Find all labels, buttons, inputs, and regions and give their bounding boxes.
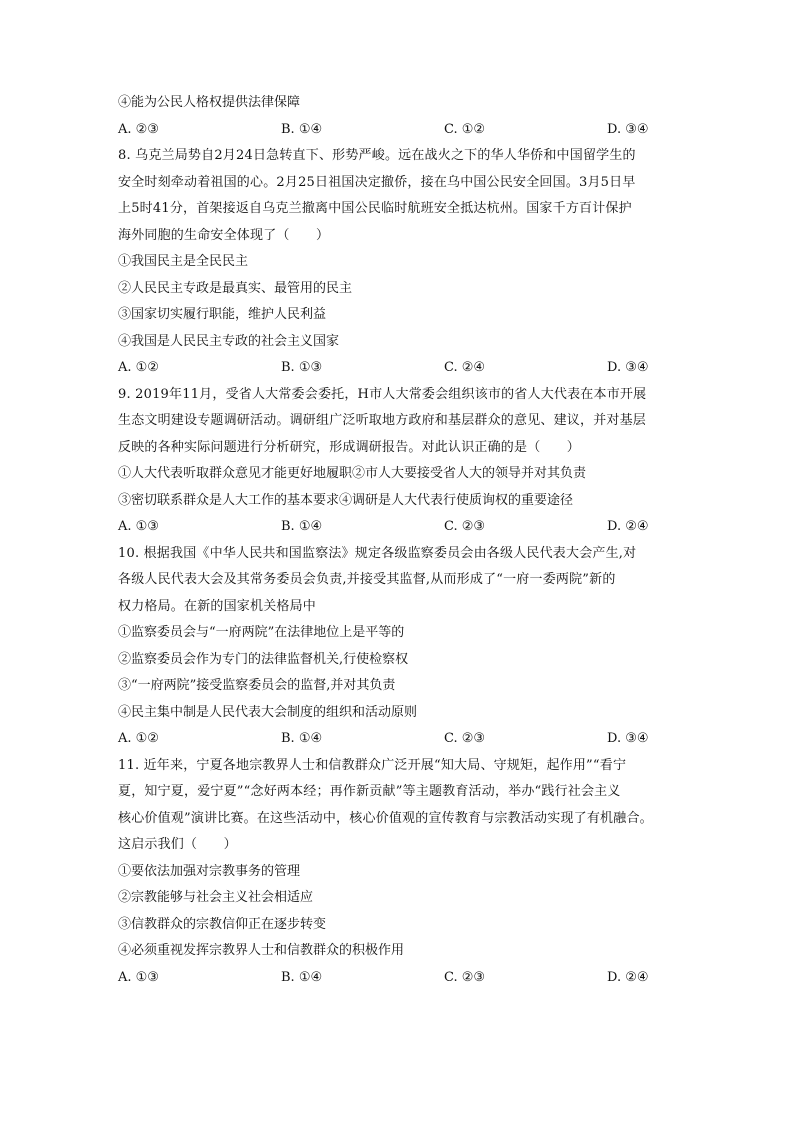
q8-option-c: C. ②④ [444, 360, 486, 375]
q8-stem-line: 安全时刻牵动着祖国的心。2月25日祖国决定撤侨，接在乌中国公民安全回国。3月5日早 [118, 174, 636, 190]
q10-option-a: A. ①② [118, 731, 159, 746]
q8-item-1: ①我国民主是全民民主 [118, 254, 249, 269]
q9-options [118, 514, 678, 541]
q10-option-d: D. ③④ [607, 731, 649, 746]
q11-item-3: ③信教群众的宗教信仰正在逐步转变 [118, 916, 327, 932]
q7-options [118, 117, 678, 144]
q8-stem-line: 8. 乌克兰局势自2月24日急转直下、形势严峻。远在战火之下的华人华侨和中国留学生的 [118, 148, 636, 163]
q7-option-c: C. ①② [444, 121, 486, 137]
q9-option-d: D. ②④ [607, 519, 649, 534]
q9-stem-line: 9. 2019年11月，受省人大常委会委托，H市人大常委会组织该市的省人大代表在本市开展 [118, 386, 647, 402]
q9-option-c: C. ②③ [444, 519, 486, 534]
q11-stem [118, 753, 678, 859]
q10-stem-line: 各级人民代表大会及其常务委员会负责,并接受其监督,从而形成了“一府一委两院”新的 [118, 572, 616, 587]
q10-options [118, 726, 678, 753]
q9-item-34: ③密切联系群众是人大工作的基本要求④调研是人大代表行使质询权的重要途径 [118, 492, 574, 508]
q11-option-b: B. ①④ [281, 969, 323, 985]
exam-page [118, 90, 678, 991]
q7-option-b: B. ①④ [281, 121, 323, 137]
q9-stem-line: 生态文明建设专题调研活动。调研组广泛听取地方政府和基层群众的意见、建议，并对基层 [118, 413, 647, 428]
q10-item-2: ②监察委员会作为专门的法律监督机关,行使检察权 [118, 651, 409, 667]
q10-option-b: B. ①④ [281, 731, 323, 746]
q9-item-12: ①人大代表听取群众意见才能更好地履职②市人大要接受省人大的领导并对其负责 [118, 466, 587, 481]
q8-item-2: ②人民民主专政是最真实、最管用的民主 [118, 280, 353, 296]
q8-options [118, 355, 678, 382]
q7-item-4: ④能为公民人格权提供法律保障 [118, 95, 301, 110]
q8-stem-line: 上5时41分，首架接返自乌克兰撤离中国公民临时航班安全抵达杭州。国家千方百计保护 [118, 201, 632, 216]
q9-stem-line: 反映的各种实际问题进行分析研究，形成调研报告。对此认识正确的是（ ） [118, 439, 581, 455]
q7-option-a: A. ②③ [118, 121, 159, 137]
q8-option-b: B. ①③ [281, 360, 323, 375]
q10-stem [118, 541, 678, 621]
q9-option-a: A. ①③ [118, 519, 159, 534]
q11-option-d: D. ②④ [607, 969, 649, 985]
q9-stem [118, 382, 678, 462]
q11-item-2: ②宗教能够与社会主义社会相适应 [118, 890, 314, 905]
q8-item-4: ④我国是人民民主专政的社会主义国家 [118, 333, 340, 349]
q10-item-1: ①监察委员会与“一府两院”在法律地位上是平等的 [118, 625, 405, 640]
q11-stem-line: 核心价值观”演讲比赛。在这些活动中，核心价值观的宣传教育与宗教活动实现了有机融合。 [118, 810, 653, 826]
q10-item-4: ④民主集中制是人民代表大会制度的组织和活动原则 [118, 704, 418, 720]
q11-stem-line: 夏，知宁夏，爱宁夏”“念好两本经；再作新贡献”等主题教育活动，举办“践行社会主义 [118, 784, 621, 799]
q10-option-c: C. ②③ [444, 731, 486, 746]
q10-stem-line: 权力格局。在新的国家机关格局中 [118, 598, 317, 614]
q10-item-3: ③“一府两院”接受监察委员会的监督,并对其负责 [118, 678, 396, 693]
q11-item-1: ①要依法加强对宗教事务的管理 [118, 863, 301, 879]
q8-stem [118, 143, 678, 249]
q8-stem-line: 海外同胞的生命安全体现了（ ） [118, 227, 330, 243]
q11-stem-line: 这启示我们（ ） [118, 837, 237, 852]
q11-options [118, 965, 678, 992]
q11-item-4: ④必须重视发挥宗教界人士和信教群众的积极作用 [118, 943, 405, 958]
q9-option-b: B. ①④ [281, 519, 323, 534]
q8-item-3: ③国家切实履行职能，维护人民利益 [118, 307, 327, 322]
q11-option-a: A. ①③ [118, 969, 159, 985]
q8-option-a: A. ①② [118, 360, 159, 375]
q10-stem-line: 10. 根据我国《中华人民共和国监察法》规定各级监察委员会由各级人民代表大会产生,对 [118, 545, 637, 561]
q11-stem-line: 11. 近年来，宁夏各地宗教界人士和信教群众广泛开展“知大局、守规矩，起作用”“看宁 [118, 757, 627, 773]
q7-option-d: D. ③④ [607, 121, 649, 137]
q11-option-c: C. ②③ [444, 969, 486, 985]
q8-option-d: D. ③④ [607, 360, 649, 375]
